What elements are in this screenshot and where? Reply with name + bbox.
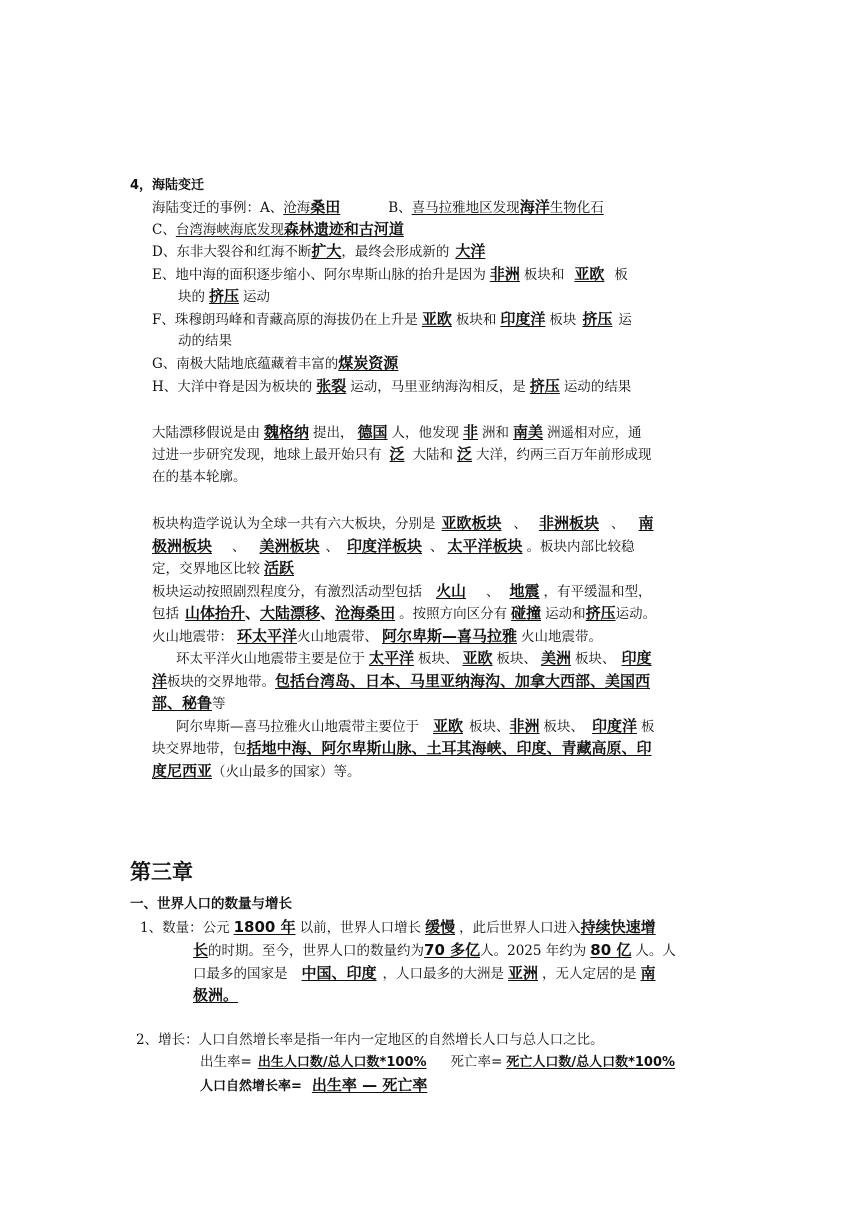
text-line: G、南极大陆地底蕴藏着丰富的煤炭资源	[152, 354, 399, 372]
text-line: D、东非大裂谷和红海不断扩大，最终会形成新的 大洋	[152, 242, 486, 260]
text-line: 板块运动按照剧烈程度分，有激烈活动型包括 火山 、 地震 ，有平缓温和型，	[152, 582, 652, 600]
text-line: 口最多的国家是 中国、印度 ，人口最多的大洲是 亚洲 ，无人定居的是 南	[193, 964, 656, 982]
formula-line: 人口自然增长率= 出生率 — 死亡率	[200, 1076, 428, 1094]
section-title: 4，海陆变迁	[130, 178, 205, 193]
text-line: 海陆变迁的事例：A、沧海桑田 B、喜马拉雅地区发现海洋生物化石	[152, 198, 604, 216]
text-line: F、珠穆朗玛峰和青藏高原的海拔仍在上升是 亚欧 板块和 印度洋 板块 挤压 运	[152, 310, 632, 328]
text-line: 过进一步研究发现，地球上最开始只有 泛 大陆和 泛 大洋，约两三百万年前形成现	[152, 445, 652, 463]
text-line: 极洲板块 、 美洲板块 、 印度洋板块 、 太平洋板块 。板块内部比较稳	[152, 537, 635, 555]
text-line: 板块构造学说认为全球一共有六大板块，分别是 亚欧板块 、 非洲板块 、 南	[152, 514, 654, 532]
formula-line: 出生率= 出生人口数/总人口数*100% 死亡率= 死亡人口数/总人口数*100%	[200, 1054, 676, 1070]
text-line: 包括 山体抬升、大陆漂移、沧海桑田 。按照方向区分有 碰撞 运动和挤压运动。	[152, 604, 657, 622]
text-line: E、地中海的面积逐步缩小、阿尔卑斯山脉的抬升是因为 非洲 板块和 亚欧 板	[152, 265, 628, 283]
text-line: 在的基本轮廓。	[152, 469, 247, 485]
text-line: 洋板块的交界地带。包括台湾岛、日本、马里亚纳海沟、加拿大西部、美国西	[152, 672, 651, 690]
text-line: 部、秘鲁等	[152, 694, 226, 712]
text-line: 块的 挤压 运动	[178, 287, 271, 305]
text-line: C、台湾海峡海底发现森林遗迹和古河道	[152, 220, 404, 238]
text-line: 长的时期。至今，世界人口的数量约为70 多亿人。2025 年约为 80 亿 人。人	[193, 941, 676, 959]
chapter-title: 第三章	[130, 860, 193, 884]
text-line: 块交界地带，包括地中海、阿尔卑斯山脉、土耳其海峡、印度、青藏高原、印	[152, 739, 652, 757]
text-line: 动的结果	[178, 333, 232, 349]
text-line: 2、增长：人口自然增长率是指一年内一定地区的自然增长人口与总人口之比。	[136, 1032, 604, 1048]
section-title: 一、世界人口的数量与增长	[130, 896, 292, 912]
text-line: 阿尔卑斯—喜马拉雅火山地震带主要位于 亚欧 板块、非洲 板块、 印度洋 板	[176, 717, 655, 735]
text-line: 大陆漂移假说是由 魏格纳 提出， 德国 人，他发现 非 洲和 南美 洲遥相对应，通	[152, 423, 642, 441]
text-line: H、大洋中脊是因为板块的 张裂 运动，马里亚纳海沟相反，是 挤压 运动的结果	[152, 377, 632, 395]
text-line: 度尼西亚（火山最多的国家）等。	[152, 762, 361, 780]
text-line: 定，交界地区比较 活跃	[152, 559, 295, 577]
text-line: 极洲。	[193, 986, 239, 1004]
text-line: 火山地震带： 环太平洋火山地震带、 阿尔卑斯—喜马拉雅 火山地震带。	[152, 627, 603, 645]
text-line: 环太平洋火山地震带主要是位于 太平洋 板块、 亚欧 板块、 美洲 板块、 印度	[176, 649, 652, 667]
text-line: 1、数量：公元 1800 年 以前，世界人口增长 缓慢 ，此后世界人口进入持续快速增	[140, 918, 656, 936]
